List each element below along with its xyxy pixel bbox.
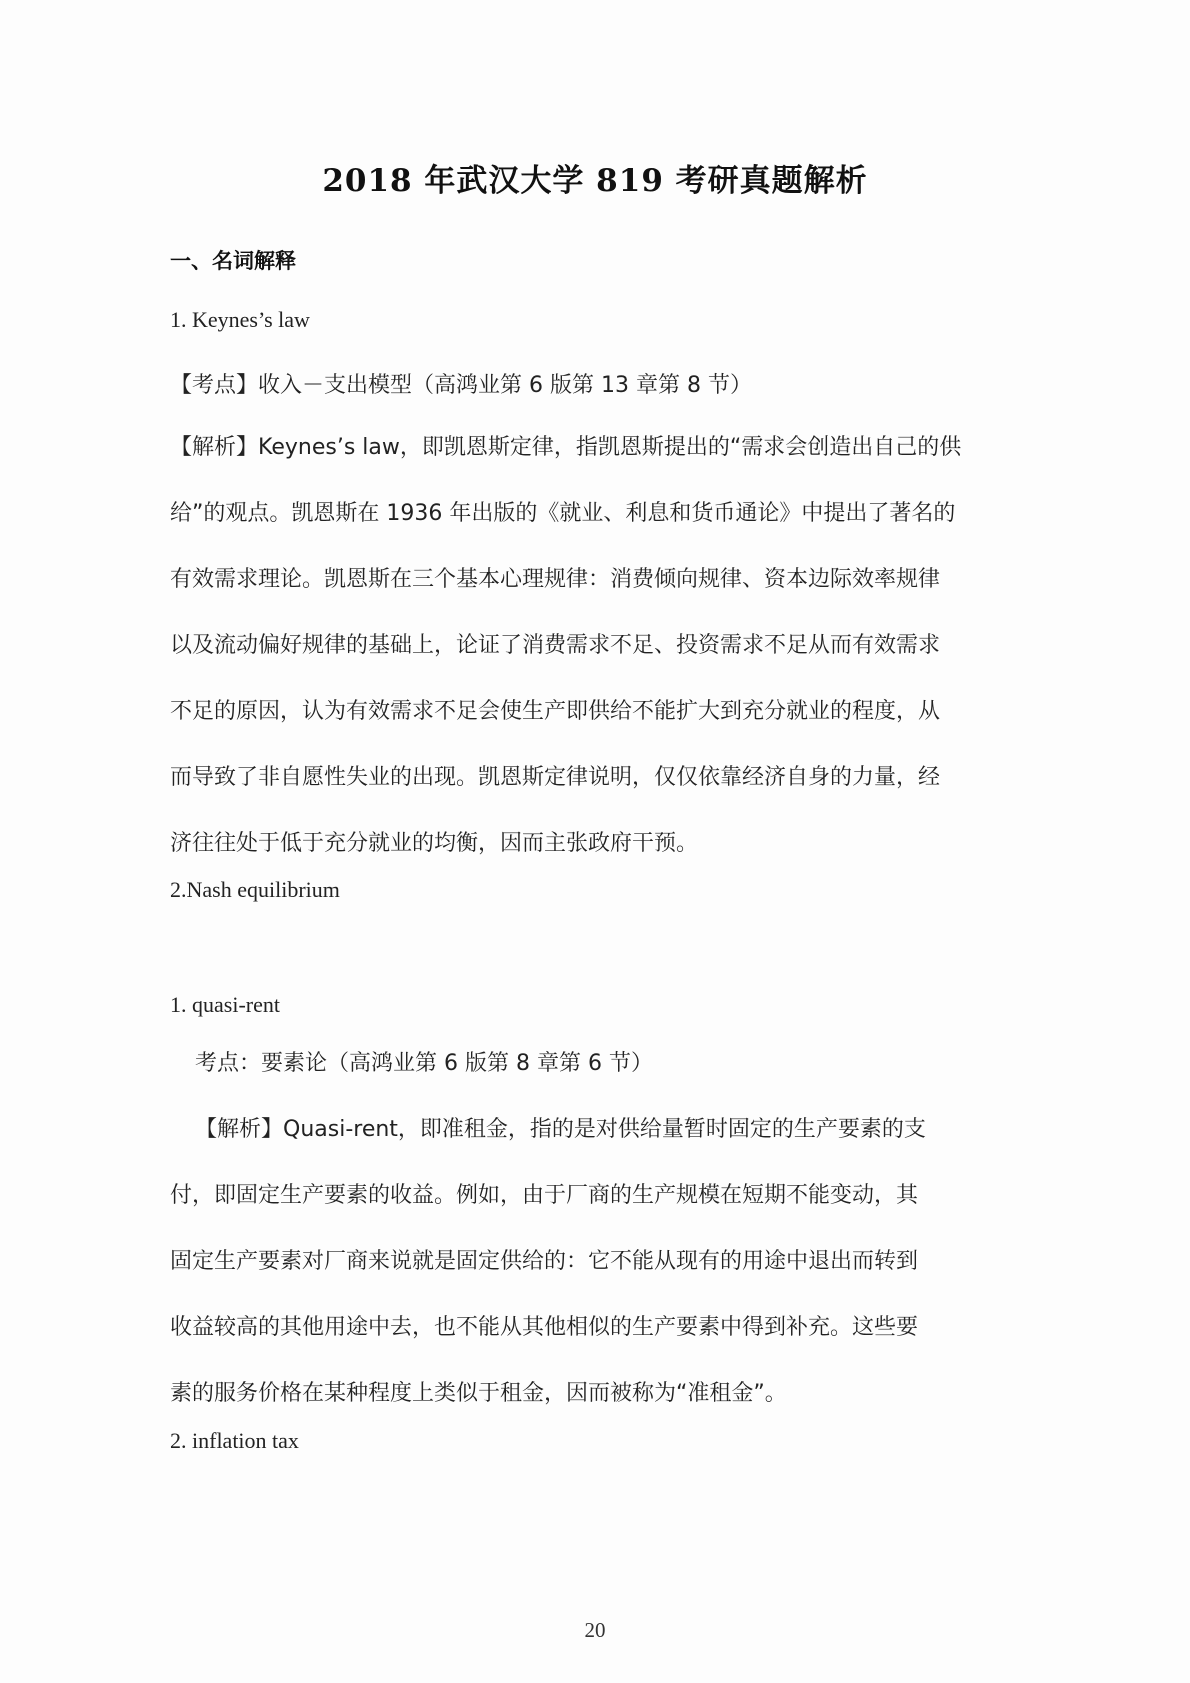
analysis-line: 以及流动偏好规律的基础上，论证了消费需求不足、投资需求不足从而有效需求: [170, 633, 941, 658]
section-heading: 一、名词解释: [170, 249, 296, 273]
analysis-line: 而导致了非自愿性失业的出现。凯恩斯定律说明，仅仅依靠经济自身的力量，经: [170, 765, 941, 790]
term-keynes-law: 1. Keynes’s law: [170, 307, 310, 332]
analysis-line: 【解析】Keynes’s law，即凯恩斯定律，指凯恩斯提出的“需求会创造出自己的供: [170, 435, 962, 460]
analysis-line: 收益较高的其他用途中去，也不能从其他相似的生产要素中得到补充。这些要: [170, 1315, 919, 1340]
kaodian-quasi-rent: 考点：要素论（高鸿业第 6 版第 8 章第 6 节）: [195, 1051, 653, 1076]
analysis-line: 【解析】Quasi-rent，即准租金，指的是对供给量暂时固定的生产要素的支: [195, 1117, 926, 1142]
analysis-line: 给”的观点。凯恩斯在 1936 年出版的《就业、利息和货币通论》中提出了著名的: [170, 501, 956, 526]
analysis-line: 固定生产要素对厂商来说就是固定供给的：它不能从现有的用途中退出而转到: [170, 1249, 919, 1274]
term-nash-equilibrium: 2.Nash equilibrium: [170, 877, 340, 902]
term-quasi-rent: 1. quasi-rent: [170, 992, 280, 1017]
document-title: 2018 年武汉大学 819 考研真题解析: [322, 163, 868, 199]
page-number: 20: [584, 1618, 606, 1642]
analysis-line: 有效需求理论。凯恩斯在三个基本心理规律：消费倾向规律、资本边际效率规律: [170, 567, 941, 592]
kaodian-keynes-law: 【考点】收入－支出模型（高鸿业第 6 版第 13 章第 8 节）: [170, 373, 752, 398]
term-inflation-tax: 2. inflation tax: [170, 1428, 299, 1453]
analysis-line: 不足的原因，认为有效需求不足会使生产即供给不能扩大到充分就业的程度，从: [170, 699, 941, 724]
analysis-line: 素的服务价格在某种程度上类似于租金，因而被称为“准租金”。: [170, 1381, 787, 1406]
analysis-line: 济往往处于低于充分就业的均衡，因而主张政府干预。: [170, 831, 699, 856]
analysis-line: 付，即固定生产要素的收益。例如，由于厂商的生产规模在短期不能变动，其: [170, 1183, 919, 1208]
